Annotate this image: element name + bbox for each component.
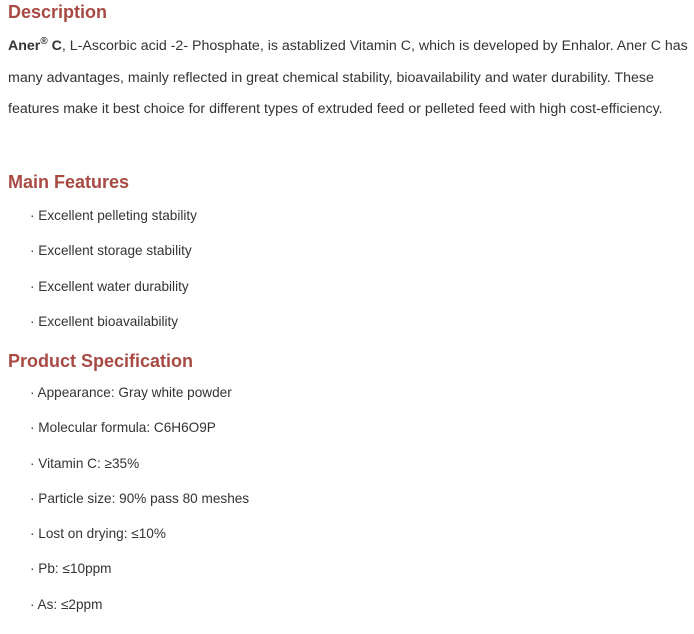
product-name <box>8 38 62 54</box>
list-item: · Excellent storage stability <box>30 243 192 259</box>
list-item: · Excellent bioavailability <box>30 313 179 329</box>
main-features-list <box>30 205 197 346</box>
list-item: · Excellent water durability <box>30 278 189 294</box>
description-heading: Description <box>8 2 108 22</box>
list-item: · Pb: ≤10ppm <box>30 561 112 577</box>
list-item: · Lost on drying: ≤10% <box>30 526 166 542</box>
list-item: · Appearance: Gray white powder <box>30 385 232 400</box>
list-item: · Vitamin C: ≥35% <box>30 455 140 471</box>
list-item: · Excellent pelleting stability <box>30 208 197 223</box>
product-specification-list <box>30 382 249 629</box>
list-item: · Particle size: 90% pass 80 meshes <box>30 490 250 506</box>
list-item: · Molecular formula: C6H6O9P <box>30 420 216 436</box>
product-name-text: Aner <box>8 38 41 54</box>
product-suffix: C <box>47 38 62 54</box>
description-text: , L-Ascorbic acid -2- Phosphate, is astablized Vitamin C, which is developed by Enhalor. Aner C has many advantages, mainly reflected in great chemical stability, bioavailability and water durability. These features make it best choice for different types of extruded feed or pelleted feed with high cost-efficiency. <box>8 38 688 117</box>
registered-mark: ® <box>40 36 48 47</box>
product-specification-heading: Product Specification <box>8 351 194 371</box>
description-paragraph <box>8 31 688 126</box>
list-item: · As: ≤2ppm <box>30 596 103 612</box>
main-features-heading: Main Features <box>8 172 130 192</box>
